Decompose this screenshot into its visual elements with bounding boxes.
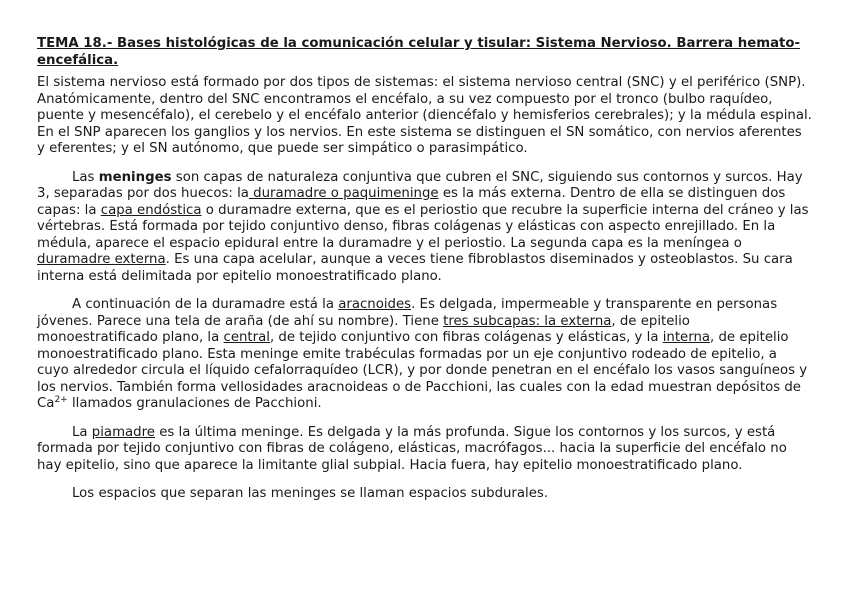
text: , de epitelio monoestratificado plano. Esta meninge emite trabéculas formadas por un eje conjuntivo rodeado de epitelio, a cuyo alrededor circula el líquido cefalorraquídeo (LCR), y por donde penetran en el encéfalo los vasos sanguíneos y los nervios. También forma vellosidades aracnoideas o de Pacchioni, las cuales con la edad muestran depósitos de Ca <box>37 330 808 411</box>
text: , de epitelio monoestratificado plano, la <box>37 313 690 345</box>
term-interna: interna <box>662 330 711 345</box>
text: llamados granulaciones de Pacchioni. <box>67 396 322 411</box>
text: es la última meninge. Es delgada y la más profunda. Sigue los contornos y los surcos, y está formada por tejido conjuntivo con fibras de colágeno, elásticas, macrófagos... hacia la superficie del encéfalo no hay epitelio, sino que aparece la limitante glial subpial. Hacia fuera, hay epitelio monoestratificado plano. <box>37 424 787 473</box>
term-piamadre: piamadre <box>91 424 155 440</box>
term-duramadre: duramadre o paquimeninge <box>248 186 439 201</box>
term-meninges: meninges <box>98 169 172 185</box>
term-central: central <box>223 330 270 345</box>
text: . Es delgada, impermeable y transparente en personas jóvenes. Parece una tela de araña (de ahí su nombre). Tiene <box>37 297 778 329</box>
paragraph-piamadre <box>37 425 812 475</box>
paragraph-espacios: Los espacios que separan las meninges se llaman espacios subdurales. <box>72 486 549 501</box>
document-title: TEMA 18.- Bases histológicas de la comunicación celular y tisular: Sistema Nervioso. Barrera hemato-encefálica. <box>37 36 801 68</box>
paragraph-nervous-system: El sistema nervioso está formado por dos tipos de sistemas: el sistema nervioso central (SNC) y el periférico (SNP). Anatómicamente, dentro del SNC encontramos el encéfalo, a su vez compuesto por el tronco (bulbo raquídeo, puente y mesencéfalo), el cerebelo y el encéfalo anterior (diencéfalo y hemisferios cerebrales); y la médula espinal. En el SNP aparecen los ganglios y los nervios. En este sistema se distinguen el SN somático, con nervios aferentes y eferentes; y el SN autónomo, que puede ser simpático o parasimpático. <box>37 75 812 156</box>
text: La <box>72 424 92 440</box>
superscript-charge: 2+ <box>54 395 68 405</box>
text: son capas de naturaleza conjuntiva que cubren el SNC, siguiendo sus contornos y surcos. Hay 3, separadas por dos huecos: la <box>37 169 803 201</box>
document-page <box>37 36 812 515</box>
term-duramadre-externa: duramadre externa <box>37 252 166 267</box>
text: Las <box>72 169 99 185</box>
paragraph-meninges <box>37 170 812 286</box>
term-aracnoides: aracnoides <box>338 297 412 312</box>
text: o duramadre externa, que es el periostio que recubre la superficie interna del cráneo y las vértebras. Está formada por tejido conjuntivo denso, fibras colágenas y elásticas con aspecto enrejillado. En la médula, aparece el espacio epidural entre la duramadre y el periostio. La segunda capa es la meníngea o <box>37 202 809 251</box>
term-capa-endostica: capa endóstica <box>100 202 202 218</box>
text: es la más externa. Dentro de ella se distinguen dos capas: la <box>37 186 786 218</box>
text: , de tejido conjuntivo con fibras colágenas y elásticas, y la <box>269 330 663 345</box>
text: . Es una capa acelular, aunque a veces tiene fibroblastos diseminados y osteoblastos. Su cara interna está delimitada por epitelio monoestratificado plano. <box>37 252 793 284</box>
term-tres-subcapas: tres subcapas: la externa <box>443 313 612 329</box>
text: A continuación de la duramadre está la <box>72 297 339 312</box>
paragraph-aracnoides <box>37 297 812 413</box>
